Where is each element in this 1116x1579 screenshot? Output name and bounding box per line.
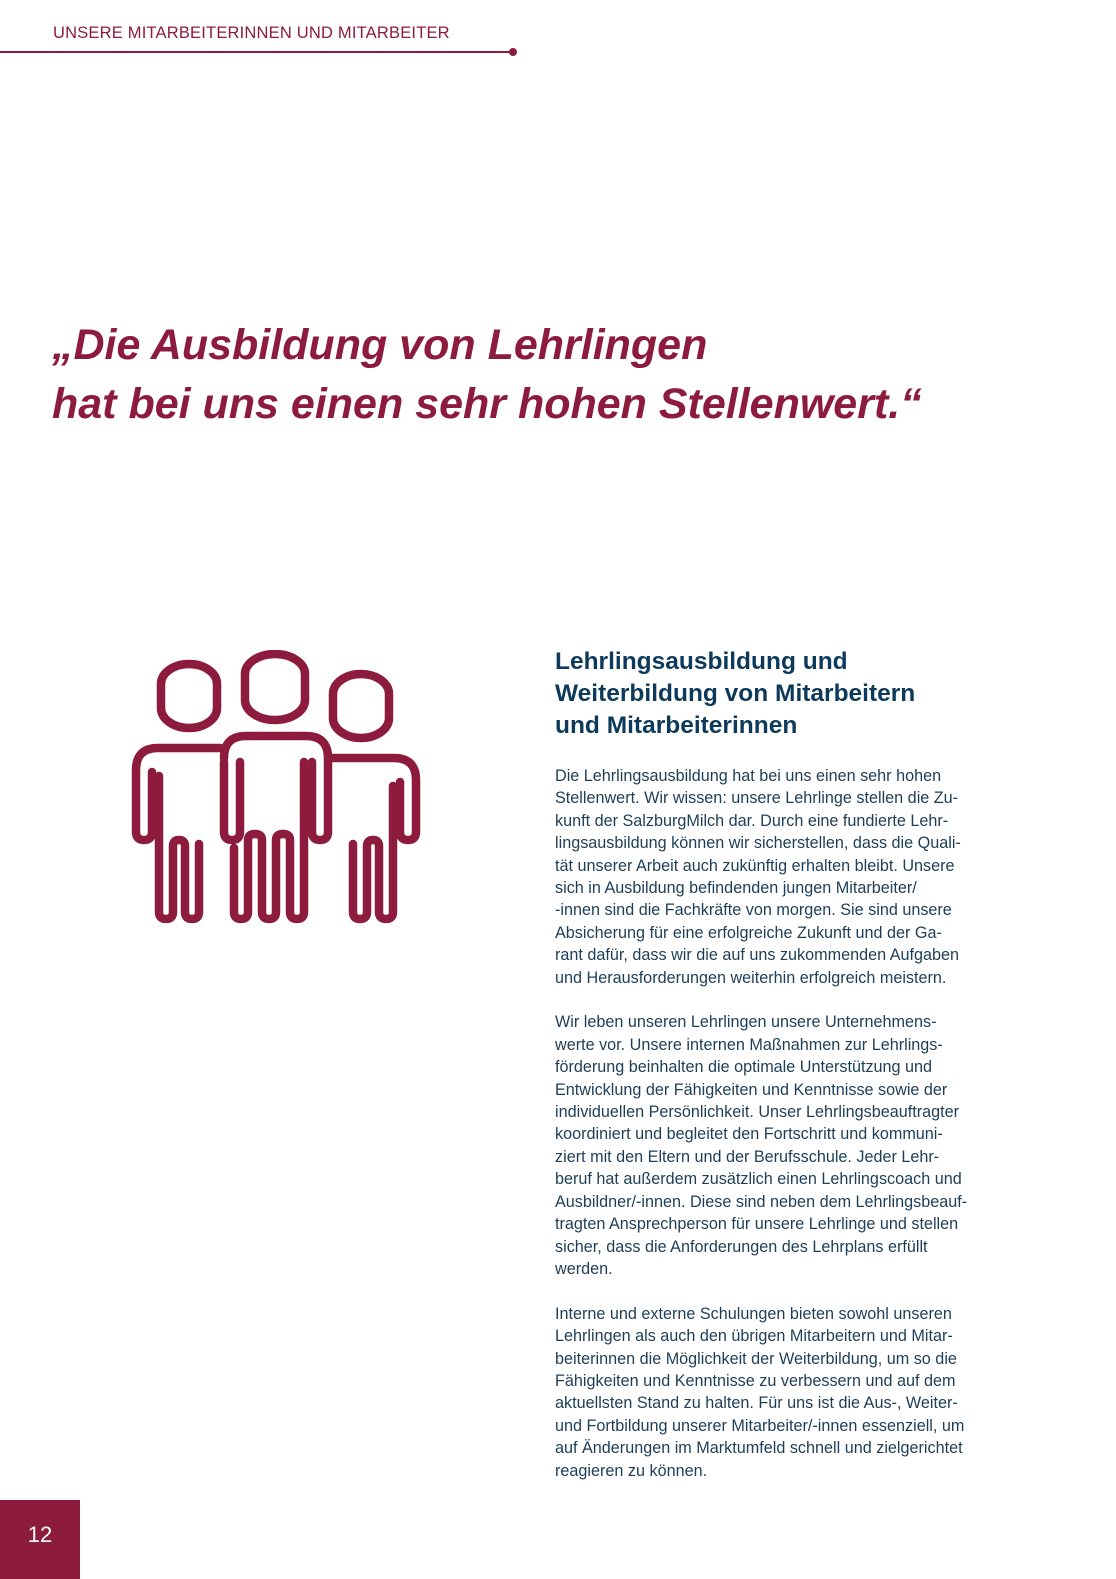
section-heading <box>555 646 1055 742</box>
pull-quote-line: hat bei uns einen sehr hohen Stellenwert.“ <box>52 380 922 428</box>
text-line: Stellenwert. Wir wissen: unsere Lehrlinge stellen die Zu- <box>555 789 959 808</box>
text-line: sich in Ausbildung befindenden jungen Mitarbeiter/ <box>555 879 917 898</box>
text-line: Wir leben unseren Lehrlingen unsere Unternehmens- <box>555 1013 937 1032</box>
text-line: -innen sind die Fachkräfte von morgen. Sie sind unsere <box>555 901 952 920</box>
text-line: koordiniert und begleitet den Fortschritt und kommuni- <box>555 1125 943 1144</box>
text-line: Lehrlingen als auch den übrigen Mitarbeitern und Mitar- <box>555 1327 953 1346</box>
text-line: beruf hat außerdem zusätzlich einen Lehrlingscoach und <box>555 1170 962 1189</box>
people-group-icon <box>130 650 422 925</box>
section-heading-line: Lehrlingsausbildung und <box>555 648 848 675</box>
person-head <box>161 664 217 728</box>
page-number: 12 <box>27 1522 53 1547</box>
text-line: Fähigkeiten und Kenntnisse zu verbessern und auf dem <box>555 1371 956 1390</box>
person-head <box>245 654 305 720</box>
text-line: Ausbildner/-innen. Diese sind neben dem Lehrlingsbeauf- <box>555 1192 968 1211</box>
section-title: UNSERE MITARBEITERINNEN UND MITARBEITER <box>53 24 450 42</box>
header-rule <box>0 51 513 53</box>
person-body <box>224 736 328 919</box>
page-number-box <box>0 1500 80 1579</box>
person-body <box>332 758 416 919</box>
text-line: beiterinnen die Möglichkeit der Weiterbildung, um so die <box>555 1349 957 1368</box>
text-line: und Herausforderungen weiterhin erfolgreich meistern. <box>555 968 947 987</box>
person-head <box>333 674 389 738</box>
text-line: Interne und externe Schulungen bieten sowohl unseren <box>555 1304 952 1323</box>
text-line: auf Änderungen im Marktumfeld schnell und zielgerichtet <box>555 1439 963 1458</box>
text-line: lingsausbildung können wir sicherstellen, dass die Quali- <box>555 834 961 853</box>
paragraph <box>555 765 1035 989</box>
text-line: aktuellsten Stand zu halten. Für uns ist die Aus-, Weiter- <box>555 1394 958 1413</box>
header-rule-dot <box>509 48 517 56</box>
text-line: kunft der SalzburgMilch dar. Durch eine fundierte Lehr- <box>555 811 949 830</box>
pull-quote <box>52 316 1052 434</box>
text-line: Absicherung für eine erfolgreiche Zukunft und der Ga- <box>555 923 942 942</box>
paragraph <box>555 1011 1035 1280</box>
text-line: reagieren zu können. <box>555 1461 708 1480</box>
pull-quote-line: „Die Ausbildung von Lehrlingen <box>52 321 708 369</box>
text-line: werden. <box>555 1259 613 1278</box>
text-line: rant dafür, dass wir die auf uns zukommenden Aufgaben <box>555 946 960 965</box>
text-line: Entwicklung der Fähigkeiten und Kenntnisse sowie der <box>555 1080 948 1099</box>
person-body <box>136 748 220 919</box>
text-line: förderung beinhalten die optimale Unterstützung und <box>555 1058 933 1077</box>
text-line: werte vor. Unsere internen Maßnahmen zur Lehrlings- <box>555 1035 943 1054</box>
text-line: und Fortbildung unserer Mitarbeiter/-innen essenziell, um <box>555 1416 965 1435</box>
text-line: tragten Ansprechperson für unsere Lehrlinge und stellen <box>555 1215 959 1234</box>
text-line: Die Lehrlingsausbildung hat bei uns einen sehr hohen <box>555 767 942 785</box>
section-heading-line: Weiterbildung von Mitarbeitern <box>555 680 916 707</box>
paragraph <box>555 1303 1035 1482</box>
text-line: ziert mit den Eltern und der Berufsschule. Jeder Lehr- <box>555 1147 940 1166</box>
text-line: sicher, dass die Anforderungen des Lehrplans erfüllt <box>555 1237 928 1256</box>
text-line: individuellen Persönlichkeit. Unser Lehrlingsbeauftragter <box>555 1103 960 1122</box>
text-line: tät unserer Arbeit auch zukünftig erhalten bleibt. Unsere <box>555 856 955 875</box>
section-heading-line: und Mitarbeiterinnen <box>555 712 798 739</box>
body-text <box>555 765 1035 1504</box>
